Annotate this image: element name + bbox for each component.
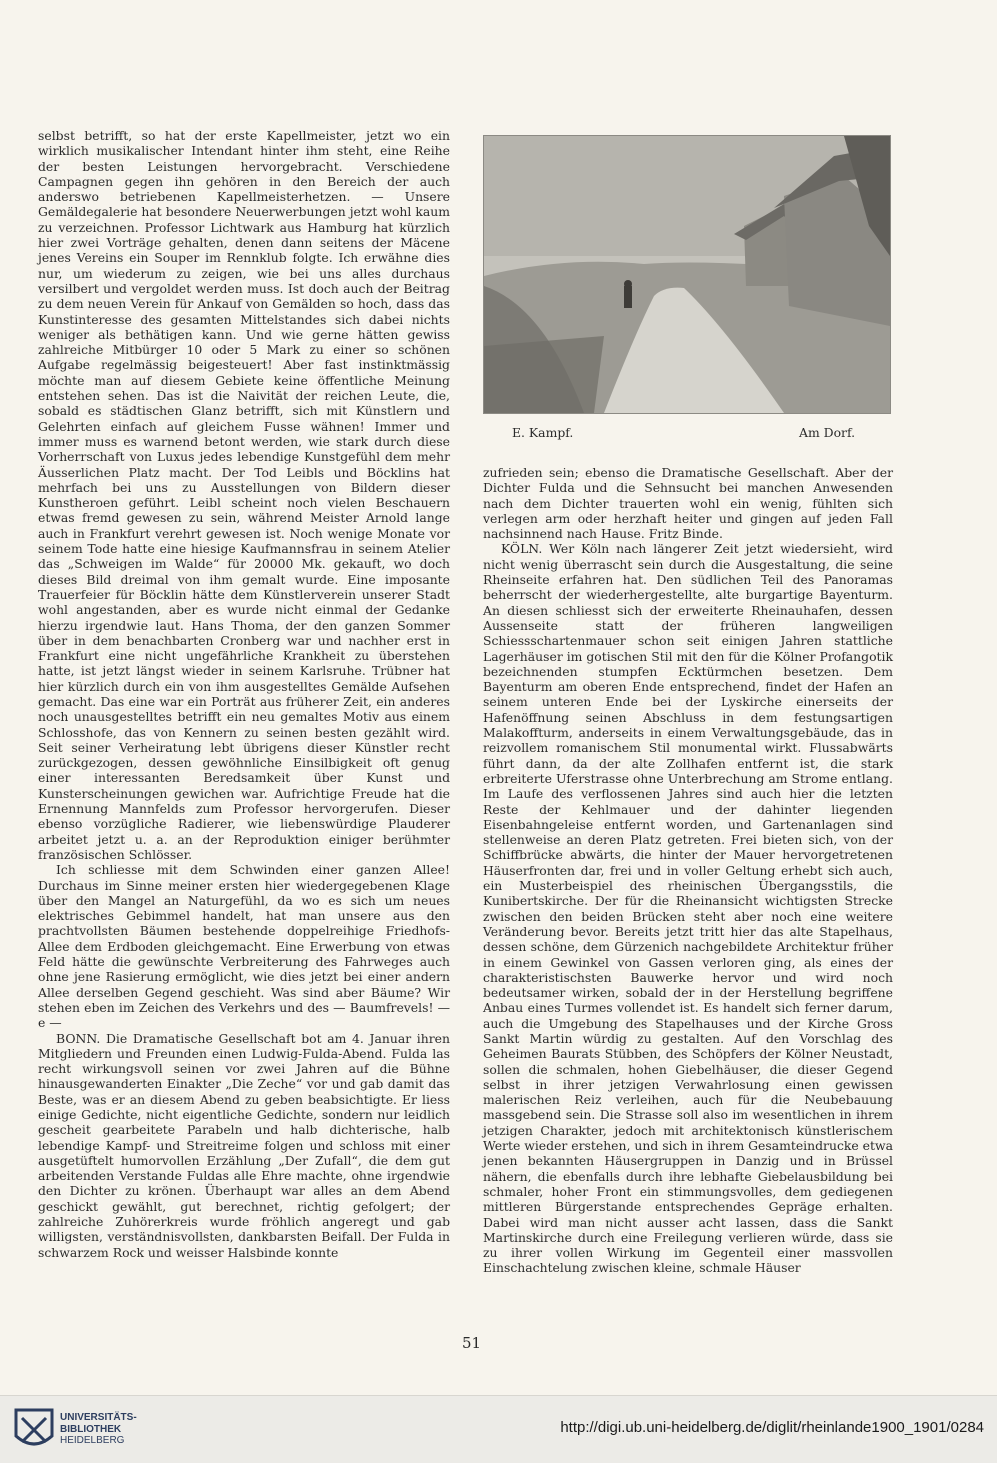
library-logo-text: [60, 1412, 137, 1447]
illustration-am-dorf: [483, 135, 891, 414]
caption-artist: E. Kampf.: [512, 425, 574, 440]
logo-line3: HEIDELBERG: [60, 1435, 125, 1446]
paragraph-allee: Ich schliesse mit dem Schwinden einer ganzen Allee! Durchaus im Sinne meiner ersten hier wiedergegebenen Klage über den Mangel an Naturgefühl, da wo es sich um neues elektrisches Gebimmel handelt, hat man unsere aus den prachtvollsten Bäumen bestehende doppelreihige Friedhofs-Allee dem Erdboden gleichgemacht. Eine Erwerbung von etwas Feld hätte die gewünschte Verbreiterung des Fahrweges auch ohne jene Rasierung ermöglicht, wie dies jetzt bei einer andern Allee derselben Gegend geschieht. Was sind aber Bäume? Wir stehen eben im Zeichen des Verkehrs und des — Baumfrevels! — e —: [38, 862, 450, 1031]
paragraph-bonn-end: zufrieden sein; ebenso die Dramatische Gesellschaft. Aber der Dichter Fulda und die Sehnsucht bei manchen Anwesenden nach dem Dichter trauerten wohl ein wenig, fühlten sich verlegen arm oder herzhaft heiter und gingen auf jeden Fall nachsinnend nach Hause. Fritz Binde.: [483, 465, 893, 542]
footer-bar: [0, 1395, 997, 1463]
logo-line1: UNIVERSITÄTS-: [60, 1412, 137, 1423]
university-seal-icon: [12, 1406, 56, 1454]
paragraph-bonn: BONN. Die Dramatische Gesellschaft bot am 4. Januar ihren Mitgliedern und Freunden einen Ludwig-Fulda-Abend. Fulda las recht wirkungsvoll seinen vor zwei Jahren auf die Bühne hinausgewanderten Einakter „Die Zeche“ vor und gab damit das Beste, was er an diesem Abend zu geben beabsichtigte. Er liess einige Gedichte, nicht eigentliche Gedichte, sondern nur leidlich gescheit gearbeitete Parabeln und halb dichterische, halb lebendige Kampf- und Streitreime folgen und schloss mit einer ausgetüftelt humorvollen Erzählung „Der Zufall“, die dem gut arbeitenden Verstande Fuldas alle Ehre machte, ohne irgendwie den Dichter zu krönen. Überhaupt war alles an dem Abend geschickt gewählt, gut berechnet, richtig gefolgert; der zahlreiche Zuhörerkreis wurde fröhlich angeregt und gab willigsten, verständnisvollsten, dankbarsten Beifall. Der Fulda in schwarzem Rock und weisser Halsbinde konnte: [38, 1030, 450, 1260]
village-road-image: [484, 136, 890, 413]
paragraph-koeln: KÖLN. Wer Köln nach längerer Zeit jetzt wiedersieht, wird nicht wenig überrascht sein durch die Ausgestaltung, die seine Rheinseite erfahren hat. Den südlichen Teil des Panoramas beherrscht der wiederhergestellte, alte burgartige Bayenturm. An diesen schliesst sich der erweiterte Rheinauhafen, dessen Aussenseite statt der früheren langweiligen Schiessschartenmauer schon seit einigen Jahren stattliche Lagerhäuser im gotischen Stil mit den für die Kölner Profangotik bezeichnenden stumpfen Ecktürmchen besetzen. Dem Bayenturm am oberen Ende entsprechend, findet der Hafen an seinem unteren Ende bei der Lyskirche einerseits der Hafenöffnung seinen Abschluss in dem festungsartigen Malakoffturm, anderseits in einem Verwaltungsgebäude, das in reizvollem romanischem Stil monumental wirkt. Flussabwärts führt dann, da der alte Zollhafen entfernt ist, die stark erbreiterte Uferstrasse ohne Unterbrechung am Strome entlang. Im Laufe des verflossenen Jahres sind auch hier die letzten Reste der Kehlmauer und der dahinter liegenden Eisenbahngeleise entfernt worden, und Gartenanlagen sind stellenweise an deren Platz getreten. Frei bieten sich, von der Schiffbrücke abwärts, die hinter der Mauer hervorgetretenen Häuserfronten dar, frei und in voller Geltung erhebt sich auch, ein Musterbeispiel des rheinischen Übergangsstils, die Kunibertskirche. Der für die Rheinansicht wichtigsten Strecke zwischen den beiden Brücken steht aber noch eine weitere Veränderung bevor. Bereits jetzt tritt hier das alte Stapelhaus, dessen schöne, dem Gürzenich nachgebildete Architektur früher in einem Gewinkel von Gassen verloren ging, als eines der charakteristischsten Bauwerke hervor und wird noch bedeutsamer wirken, sobald der in der Herstellung begriffene Anbau eines Turmes vollendet ist. Es handelt sich ferner darum, auch die Umgebung des Stapelhauses und der Kirche Gross Sankt Martin würdig zu gestalten. Auf den Vorschlag des Geheimen Baurats Stübben, des Schöpfers der Kölner Neustadt, sollen die schmalen, hohen Giebelhäuser, die dieser Gegend selbst in ihrer jetzigen Verwahrlosung einen gewissen malerischen Reiz verleihen, auch für die Neubebauung massgebend sein. Die Strasse soll also im wesentlichen in ihrem jetzigen Charakter, jedoch mit architektonisch künstlerischem Werte wieder erstehen, und sich in ihrem Gesamteindrucke etwa jenen bekannten Häusergruppen in Danzig und in Brüssel nähern, die ebenfalls durch ihre lebhafte Giebelausbildung bei schmaler, hoher Front ein stimmungsvolles, dem gediegenen mittleren Bürgerstande entsprechendes Gepräge erhalten. Dabei wird man nicht ausser acht lassen, dass die Sankt Martinskirche durch eine Freilegung verlieren würde, dass sie zu ihrer vollen Wirkung im Gegenteil einer massvollen Einschachtelung zwischen kleine, schmale Häuser: [483, 541, 893, 1276]
caption-title: Am Dorf.: [799, 425, 856, 440]
logo-line2: BIBLIOTHEK: [60, 1423, 122, 1435]
source-url-link[interactable]: http://digi.ub.uni-heidelberg.de/diglit/rheinlande1900_1901/0284: [560, 1419, 984, 1436]
right-column: [483, 465, 893, 1276]
page-number: 51: [462, 1334, 482, 1352]
paragraph-frankfurt: selbst betrifft, so hat der erste Kapellmeister, jetzt wo ein wirklich musikalischer Intendant hinter ihm steht, eine Reihe der besten Leistungen hervorgebracht. Verschiedene Campagnen gegen ihn gehören in den Bereich der auch anderswo betriebenen Kapellmeisterhetzen. — Unsere Gemäldegalerie hat besondere Neuerwerbungen jetzt wohl kaum zu verzeichnen. Professor Lichtwark aus Hamburg hat kürzlich hier zwei Vorträge gehalten, denen dann seitens der Mäcene jenes Vereins ein Souper im Rennklub folgte. Ich erwähne dies nur, um wiederum zu zeigen, wie bei uns alles durchaus versilbert und vergoldet werden muss. Ist doch auch der Beitrag zu dem neuen Verein für Ankauf von Gemälden so hoch, dass das Kunstinteresse des gesamten Mittelstandes sich dabei nichts weniger als bethätigen kann. Und wie gerne hätten gewiss zahlreiche Mitbürger 10 oder 5 Mark zu einer so schönen Aufgabe regelmässig beigesteuert! Aber fast instinktmässig möchte man auf diesem Gebiete keine öffentliche Meinung entstehen sehen. Das ist die Naivität der reichen Leute, die, sobald es städtischen Glanz betrifft, sich mit Künstlern und Gelehrten einfach auf gleichem Fusse wähnen! Immer und immer muss es warnend betont werden, wie stark durch diese Vorherrschaft von Luxus jedes lebendige Kunstgefühl dem mehr Äusserlichen Platz macht. Der Tod Leibls und Böcklins hat mehrfach bei uns zu Ausstellungen von Bildern dieser Kunstheroen geführt. Leibl scheint noch vielen Beschauern etwas fremd gewesen zu sein, während Meister Arnold lange auch in Frankfurt verehrt gewesen ist. Noch wenige Monate vor seinem Tode hatte eine hiesige Kaufmannsfrau in seinem Atelier das „Schweigen im Walde“ für 20000 Mk. gekauft, wo doch dieses Bild dreimal von ihm gemalt wurde. Eine imposante Trauerfeier für Böcklin hätte dem Künstlerverein unserer Stadt wohl angestanden, aber es wurde nicht einmal der Gedanke hierzu irgendwie laut. Hans Thoma, der den ganzen Sommer über in dem benachbarten Cronberg war und nachher erst in Frankfurt eine nicht ungefährliche Krankheit zu überstehen hatte, ist jetzt längst wieder in seinem Karlsruhe. Trübner hat hier kürzlich durch ein von ihm ausgestelltes Gemälde Aufsehen gemacht. Das eine war ein Porträt aus früherer Zeit, ein anderes noch unausgestelltes betrifft ein neu gemaltes Motiv aus einem Schlosshofe, das von Kennern zu seinen besten gezählt wird. Seit seiner Verheiratung lebt übrigens dieser Künstler recht zurückgezogen, dessen gewöhnliche Einsilbigkeit oft genug einer interessanten Beredsamkeit über Kunst und Kunsterscheinungen gewichen war. Aufrichtige Freude hat die Ernennung Mannfelds zum Professor hervorgerufen. Dieser ebenso vorzügliche Radierer, wie liebenswürdige Plauderer arbeitet jetzt u. a. an der Reproduktion einiger berühmter französischen Schlösser.: [38, 128, 450, 862]
left-column: [38, 128, 450, 1260]
